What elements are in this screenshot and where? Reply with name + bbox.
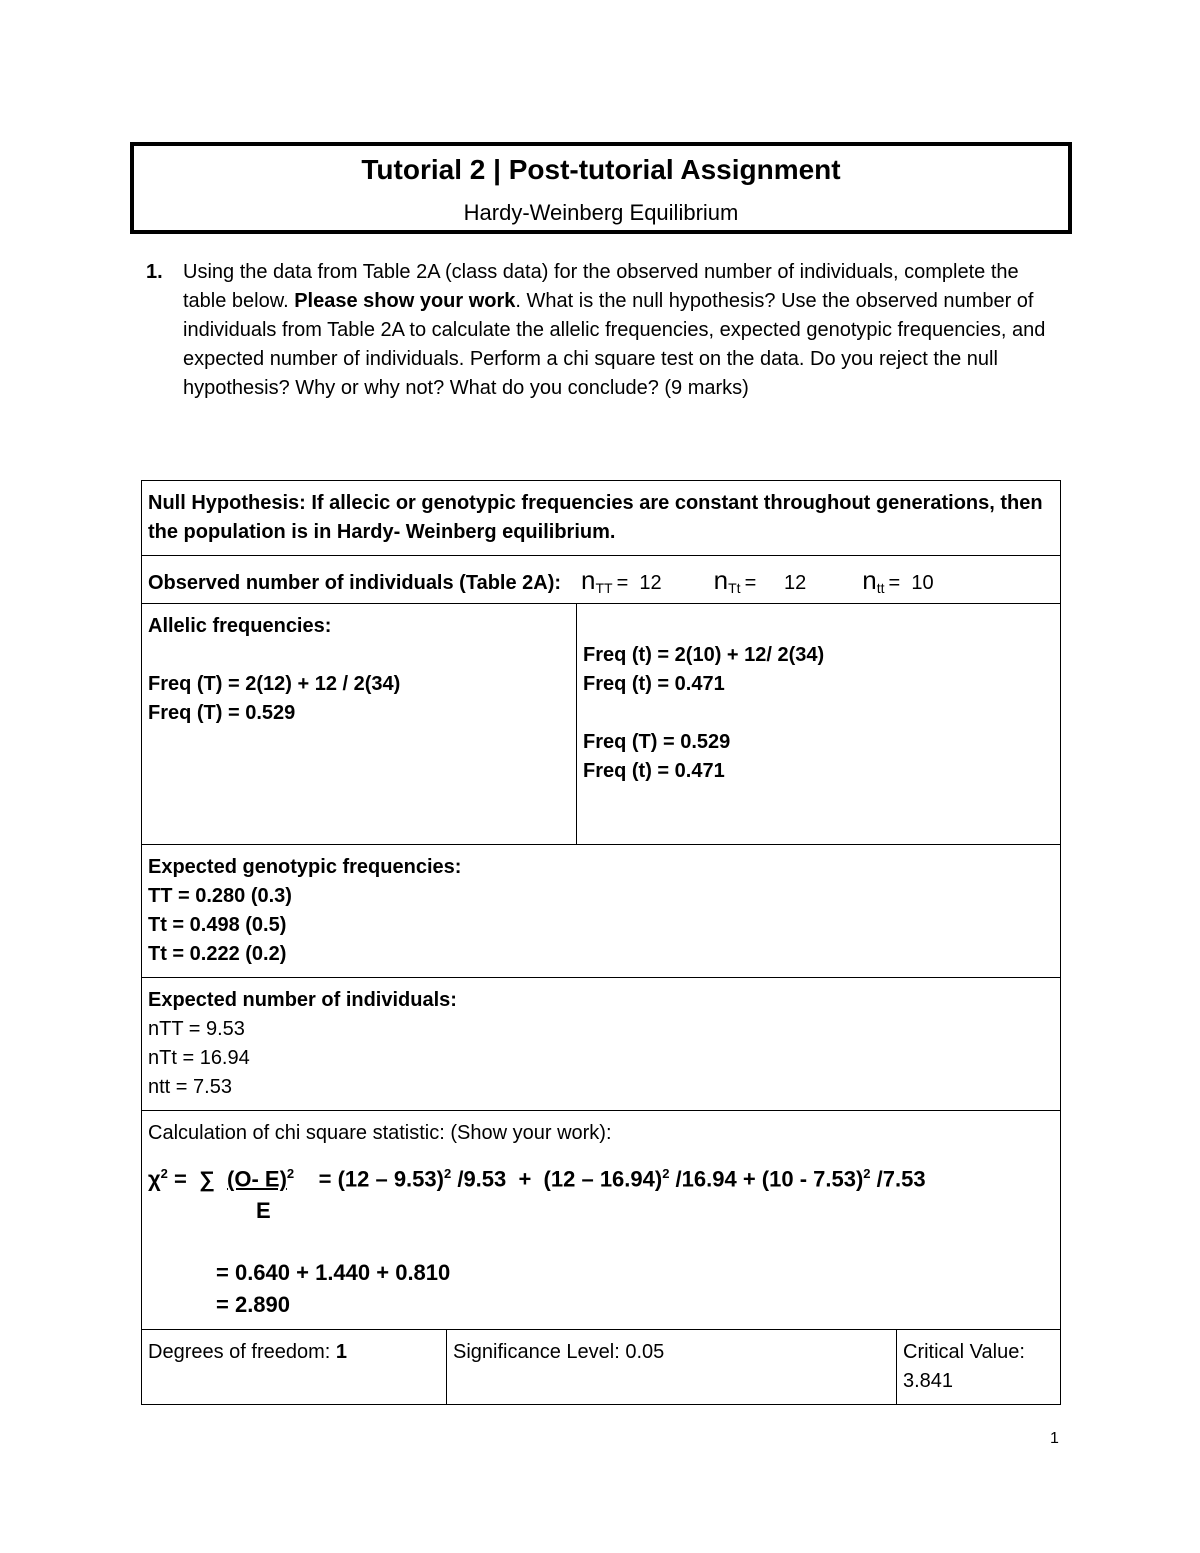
critical-value xyxy=(897,1330,1061,1405)
observed-row xyxy=(142,556,1061,604)
null-hypothesis: Null Hypothesis: If allecic or genotypic frequencies are constant throughout generations, then the population is in Hardy- Weinberg equilibrium. xyxy=(142,481,1061,556)
n-tt-het-value: = 12 xyxy=(744,572,807,594)
n-tt-het-sub: Tt xyxy=(728,580,741,596)
observed-line xyxy=(148,566,1054,599)
term3-sup: 2 xyxy=(863,1166,871,1181)
chi-symbol: χ xyxy=(148,1166,161,1192)
expected-number-label: Expected number of individuals: xyxy=(148,989,457,1011)
expected-number xyxy=(142,978,1061,1111)
expected-nTT: nTT = 9.53 xyxy=(148,1018,245,1040)
sum-symbol: = ∑ xyxy=(174,1166,215,1192)
sig-label: Significance Level: xyxy=(453,1341,626,1364)
n-t-symbol: n xyxy=(862,565,877,595)
term2: /9.53 + (12 – 16.94) xyxy=(451,1166,663,1192)
denominator: E xyxy=(256,1198,271,1224)
chi-square-label: Calculation of chi square statistic: (Show your work): xyxy=(148,1122,612,1144)
answer-table xyxy=(141,480,1061,1405)
expected-genotypic-label: Expected genotypic frequencies: xyxy=(148,856,462,878)
expected-number-row xyxy=(142,978,1061,1111)
allelic-left xyxy=(142,604,577,845)
term3-end: /7.53 xyxy=(870,1166,926,1192)
chi-sup: 2 xyxy=(160,1166,168,1181)
term3: /16.94 + (10 - 7.53) xyxy=(669,1166,864,1192)
observed-label: Observed number of individuals (Table 2A): xyxy=(148,572,562,594)
expected-Tt: Tt = 0.498 (0.5) xyxy=(148,914,287,936)
question-number: 1. xyxy=(146,261,163,283)
crit-label: Critical Value: xyxy=(903,1341,1025,1364)
expected-TT: TT = 0.280 (0.3) xyxy=(148,885,292,907)
allelic-row xyxy=(142,604,1061,845)
expected-nTt: nTt = 16.94 xyxy=(148,1047,250,1069)
term1-sup: 2 xyxy=(443,1166,452,1181)
chi-square-formula xyxy=(148,1158,1054,1195)
numerator: (O- E) xyxy=(227,1166,287,1192)
question-text-b: . What is the null hypothesis? Use the observed number of individuals from Table 2A to calculate the allelic frequencies, expected genotypic frequencies, and expected number of individuals. Perform a chi square test on the data. Do you reject the null hypothesis? Why or why not? What do you conclude? (9 marks) xyxy=(183,290,1046,399)
term2-sup: 2 xyxy=(662,1166,670,1181)
n-tt-het-symbol: n xyxy=(713,565,729,595)
page-number: 1 xyxy=(1050,1430,1059,1447)
numerator-sup: 2 xyxy=(286,1166,295,1181)
freq-T-calc: Freq (T) = 2(12) + 12 / 2(34) xyxy=(148,673,401,695)
expected-ntt: ntt = 7.53 xyxy=(148,1076,232,1098)
term1: = (12 – 9.53) xyxy=(318,1166,444,1192)
freq-t-summary: Freq (t) = 0.471 xyxy=(583,760,725,782)
freq-T-summary: Freq (T) = 0.529 xyxy=(583,731,731,753)
n-tt-value: = 12 xyxy=(616,572,662,594)
n-t-value: = 10 xyxy=(888,572,934,594)
degrees-of-freedom xyxy=(142,1330,447,1405)
expected-genotypic xyxy=(142,845,1061,978)
page-subtitle: Hardy-Weinberg Equilibrium xyxy=(463,200,739,225)
expected-genotypic-row xyxy=(142,845,1061,978)
crit-value: 3.841 xyxy=(903,1370,954,1393)
null-hypothesis-row xyxy=(142,481,1061,556)
freq-t-result: Freq (t) = 0.471 xyxy=(583,673,725,695)
title-box xyxy=(130,142,1072,234)
question-text-bold: Please show your work xyxy=(294,290,516,312)
dof-label: Degrees of freedom: xyxy=(148,1341,336,1364)
sig-value: 0.05 xyxy=(625,1341,665,1364)
significance-level xyxy=(447,1330,897,1405)
question-text xyxy=(183,258,1056,403)
freq-T-result: Freq (T) = 0.529 xyxy=(148,702,296,724)
allelic-right xyxy=(577,604,1061,845)
chi-result: = 2.890 xyxy=(216,1292,291,1318)
n-tt-sub: TT xyxy=(595,580,613,596)
dof-value: 1 xyxy=(335,1341,347,1364)
n-t-sub: tt xyxy=(876,580,885,596)
chi-square-cell xyxy=(142,1111,1061,1330)
question-text-a: Using the data from Table 2A (class data) for the observed number of individuals, complete the table below. xyxy=(183,261,1019,312)
footer-row xyxy=(142,1330,1061,1405)
expected-tt: Tt = 0.222 (0.2) xyxy=(148,943,287,965)
page-title: Tutorial 2 | Post-tutorial Assignment xyxy=(361,154,841,185)
question-1 xyxy=(146,258,1056,403)
chi-square-row xyxy=(142,1111,1061,1330)
chi-sum-line: = 0.640 + 1.440 + 0.810 xyxy=(216,1260,451,1286)
freq-t-calc: Freq (t) = 2(10) + 12/ 2(34) xyxy=(583,644,825,666)
n-tt-symbol: n xyxy=(581,565,596,595)
allelic-label: Allelic frequencies: xyxy=(148,615,332,637)
